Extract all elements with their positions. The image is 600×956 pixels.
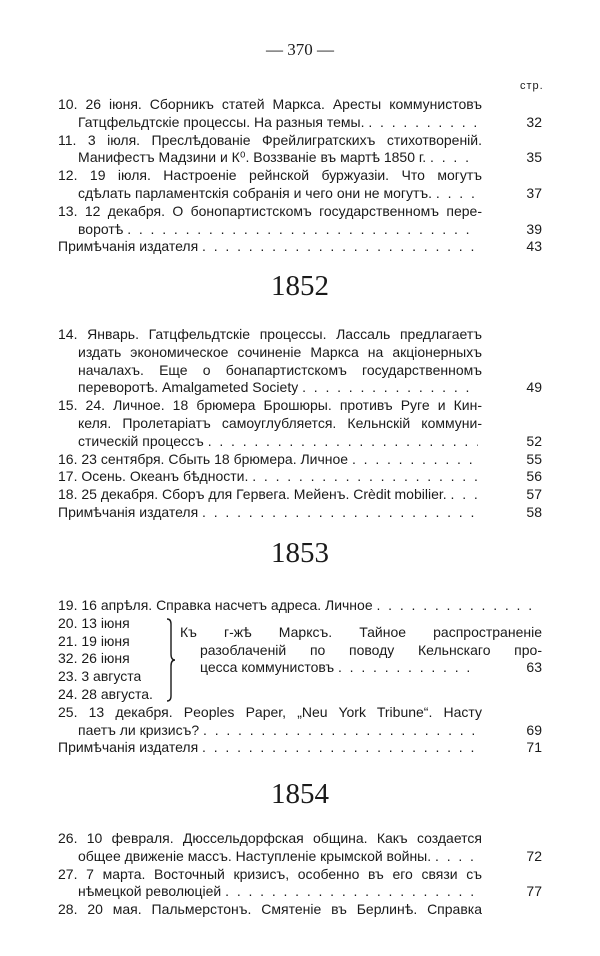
page-ref: 71 xyxy=(526,739,542,756)
entry-text: Манифестъ Мадзини и К⁰. Воззваніе въ мартѣ 1850 г. xyxy=(78,149,427,166)
toc-line xyxy=(58,848,542,866)
toc-line xyxy=(58,901,542,919)
dot-leader xyxy=(199,722,478,740)
entry-text: началахъ. Еще о бонапартистскомъ государственномъ xyxy=(78,361,482,378)
dot-leader xyxy=(373,597,538,615)
toc-entry xyxy=(58,504,542,522)
entry-text: 17. Осень. Океанъ бѣдности. xyxy=(58,468,249,485)
dot-leader xyxy=(123,221,478,239)
page-ref: 72 xyxy=(526,847,542,864)
date-line xyxy=(58,615,168,633)
entry-text: общее движеніе массъ. Наступленіе крымской войны. xyxy=(78,847,432,864)
entry-text: Гатцфельдтскіе процессы. На разныя темы. xyxy=(78,113,365,130)
entry-text: издать экономическое сочиненіе Маркса на акціонерныхъ xyxy=(78,343,482,360)
page-ref: 37 xyxy=(526,184,542,201)
entry-text: 25. 13 декабря. Peoples Paper, „Neu York Tribune“. Насту xyxy=(58,703,482,720)
toc-entry xyxy=(58,397,542,450)
dot-leader xyxy=(204,433,478,451)
toc-line xyxy=(58,451,542,469)
toc-entry xyxy=(58,132,542,168)
toc-entry xyxy=(58,203,542,239)
date-line xyxy=(58,650,168,668)
entry-text: 28. 20 мая. Пальмерстонъ. Смятеніе въ Берлинѣ. Справка xyxy=(58,901,482,918)
toc-line xyxy=(58,132,542,150)
page-ref: 43 xyxy=(526,238,542,255)
toc-line xyxy=(58,326,542,344)
toc-line xyxy=(58,344,542,362)
toc-entry xyxy=(58,597,542,615)
page-ref: 55 xyxy=(526,450,542,467)
page-ref: 56 xyxy=(526,468,542,485)
toc-entry xyxy=(58,486,542,504)
toc-line xyxy=(58,597,542,615)
toc-line xyxy=(58,739,542,757)
entry-text: цесса коммунистовъ xyxy=(200,659,335,676)
entry-text: разоблаченій по поводу Кельнскаго про- xyxy=(200,641,542,658)
group-text xyxy=(180,624,542,677)
toc-line xyxy=(58,486,542,504)
date-line xyxy=(58,668,168,686)
dot-leader xyxy=(365,114,479,132)
toc-section xyxy=(58,326,542,522)
entry-text: 14. Январь. Гатцфельдтскіе процессы. Лассаль предлагаетъ xyxy=(58,326,482,342)
section-year: 1854 xyxy=(271,778,329,810)
toc-line xyxy=(58,114,542,132)
toc-entry xyxy=(58,468,542,486)
toc-line xyxy=(180,624,542,642)
toc-entry xyxy=(58,704,542,740)
toc-line xyxy=(180,659,542,677)
toc-entry xyxy=(180,624,542,677)
dot-leader xyxy=(198,238,478,256)
date-text: 24. 28 августа. xyxy=(58,685,153,702)
page-ref: 63 xyxy=(526,659,542,676)
toc-entry xyxy=(58,451,542,469)
toc-line xyxy=(58,149,542,167)
toc-line xyxy=(58,433,542,451)
date-text: 20. 13 іюня xyxy=(58,614,130,631)
date-line xyxy=(58,686,168,704)
page-ref: 77 xyxy=(526,883,542,900)
entry-text: нѣмецкой революціей xyxy=(78,883,222,900)
toc-line xyxy=(58,238,542,256)
section-year: 1853 xyxy=(271,537,329,569)
toc-line xyxy=(58,397,542,415)
entry-text: 10. 26 іюня. Сборникъ статей Маркса. Аресты коммунистовъ xyxy=(58,96,482,112)
toc-line xyxy=(58,704,542,722)
entry-text: переворотѣ. Amalgameted Society xyxy=(78,379,299,396)
toc-line xyxy=(58,830,542,848)
toc-line xyxy=(58,362,542,380)
entry-text: 19. 16 апрѣля. Справка насчетъ адреса. Личное xyxy=(58,597,373,613)
group-dates xyxy=(58,615,168,704)
toc-line xyxy=(58,866,542,884)
entry-text: паетъ ли кризисъ? xyxy=(78,721,200,738)
date-text: 23. 3 августа xyxy=(58,668,142,685)
toc-line xyxy=(58,415,542,433)
toc-entry xyxy=(58,830,542,866)
dot-leader xyxy=(334,659,478,677)
toc-entry xyxy=(58,96,542,132)
toc-line xyxy=(58,221,542,239)
entry-text: Примѣчанія издателя xyxy=(58,238,199,255)
entry-text: 16. 23 сентября. Сбыть 18 брюмера. Личное xyxy=(58,450,349,467)
brace-icon xyxy=(166,618,176,702)
entry-text: стическій процессъ xyxy=(78,432,204,449)
toc-line xyxy=(58,185,542,203)
toc-entry xyxy=(58,739,542,757)
entry-text: 12. 19 іюля. Настроеніе рейнской буржуазіи. Что могутъ xyxy=(58,167,482,184)
toc-line xyxy=(58,203,542,221)
toc-entry xyxy=(58,238,542,256)
dot-leader xyxy=(248,468,478,486)
toc-entry xyxy=(58,866,542,902)
entry-text: 11. 3 іюля. Преслѣдованіе Фрейлигратскихъ стихотвореній. xyxy=(58,131,482,148)
dot-leader xyxy=(426,149,478,167)
entry-text: сдѣлать парламентскія собранія и чего они не могутъ. xyxy=(78,184,433,201)
dot-leader xyxy=(431,848,478,866)
toc-section xyxy=(58,597,542,757)
date-text: 21. 19 іюня xyxy=(58,632,130,649)
dot-leader xyxy=(198,504,478,522)
page-ref: 35 xyxy=(526,149,542,166)
entry-text: Примѣчанія издателя xyxy=(58,503,199,520)
page-ref: 49 xyxy=(526,379,542,396)
page-column-label: стр. xyxy=(520,80,544,92)
dot-leader xyxy=(432,185,478,203)
entry-text: воротѣ xyxy=(78,220,124,237)
toc-section xyxy=(58,96,542,256)
toc-line xyxy=(58,468,542,486)
page-ref: 58 xyxy=(526,503,542,520)
entry-text: 18. 25 декабря. Сборъ для Гервега. Мейенъ. Crèdit mobilier. xyxy=(58,486,447,503)
toc-line xyxy=(58,379,542,397)
toc-entry xyxy=(58,901,542,919)
dot-leader xyxy=(198,739,478,757)
page-ref: 69 xyxy=(526,721,542,738)
toc-line xyxy=(58,722,542,740)
entry-text: Къ г-жѣ Марксъ. Тайное распространеніе xyxy=(180,623,542,640)
entry-text: келя. Пролетаріатъ самоуглубляется. Кельнскій коммуни- xyxy=(78,414,482,431)
dot-leader xyxy=(348,451,478,469)
page-number: — 370 — xyxy=(266,40,334,59)
toc-line xyxy=(180,642,542,660)
toc-line xyxy=(58,883,542,901)
date-text: 32. 26 іюня xyxy=(58,650,130,667)
bracket-group xyxy=(58,615,542,704)
section-year: 1852 xyxy=(271,270,329,302)
dot-leader xyxy=(298,379,478,397)
entry-text: 13. 12 декабря. О бонопартистскомъ государственномъ пере- xyxy=(58,202,482,219)
toc-line xyxy=(58,504,542,522)
page-ref: 57 xyxy=(526,486,542,503)
entry-text: 15. 24. Личное. 18 брюмера Брошюры. противъ Руге и Кин- xyxy=(58,397,482,414)
entry-text: 27. 7 марта. Восточный кризисъ, особенно въ его связи съ xyxy=(58,865,482,882)
page-ref: 32 xyxy=(526,113,542,130)
toc-entry xyxy=(58,326,542,397)
date-line xyxy=(58,633,168,651)
toc-line xyxy=(58,167,542,185)
toc-entry xyxy=(58,167,542,203)
page-ref: 39 xyxy=(526,220,542,237)
entry-text: Примѣчанія издателя xyxy=(58,739,199,756)
toc-line xyxy=(58,96,542,114)
page-ref: 52 xyxy=(526,432,542,449)
dot-leader xyxy=(221,883,478,901)
entry-text: 26. 10 февраля. Дюссельдорфская община. Какъ создается xyxy=(58,830,482,846)
dot-leader xyxy=(447,486,478,504)
toc-section xyxy=(58,830,542,919)
